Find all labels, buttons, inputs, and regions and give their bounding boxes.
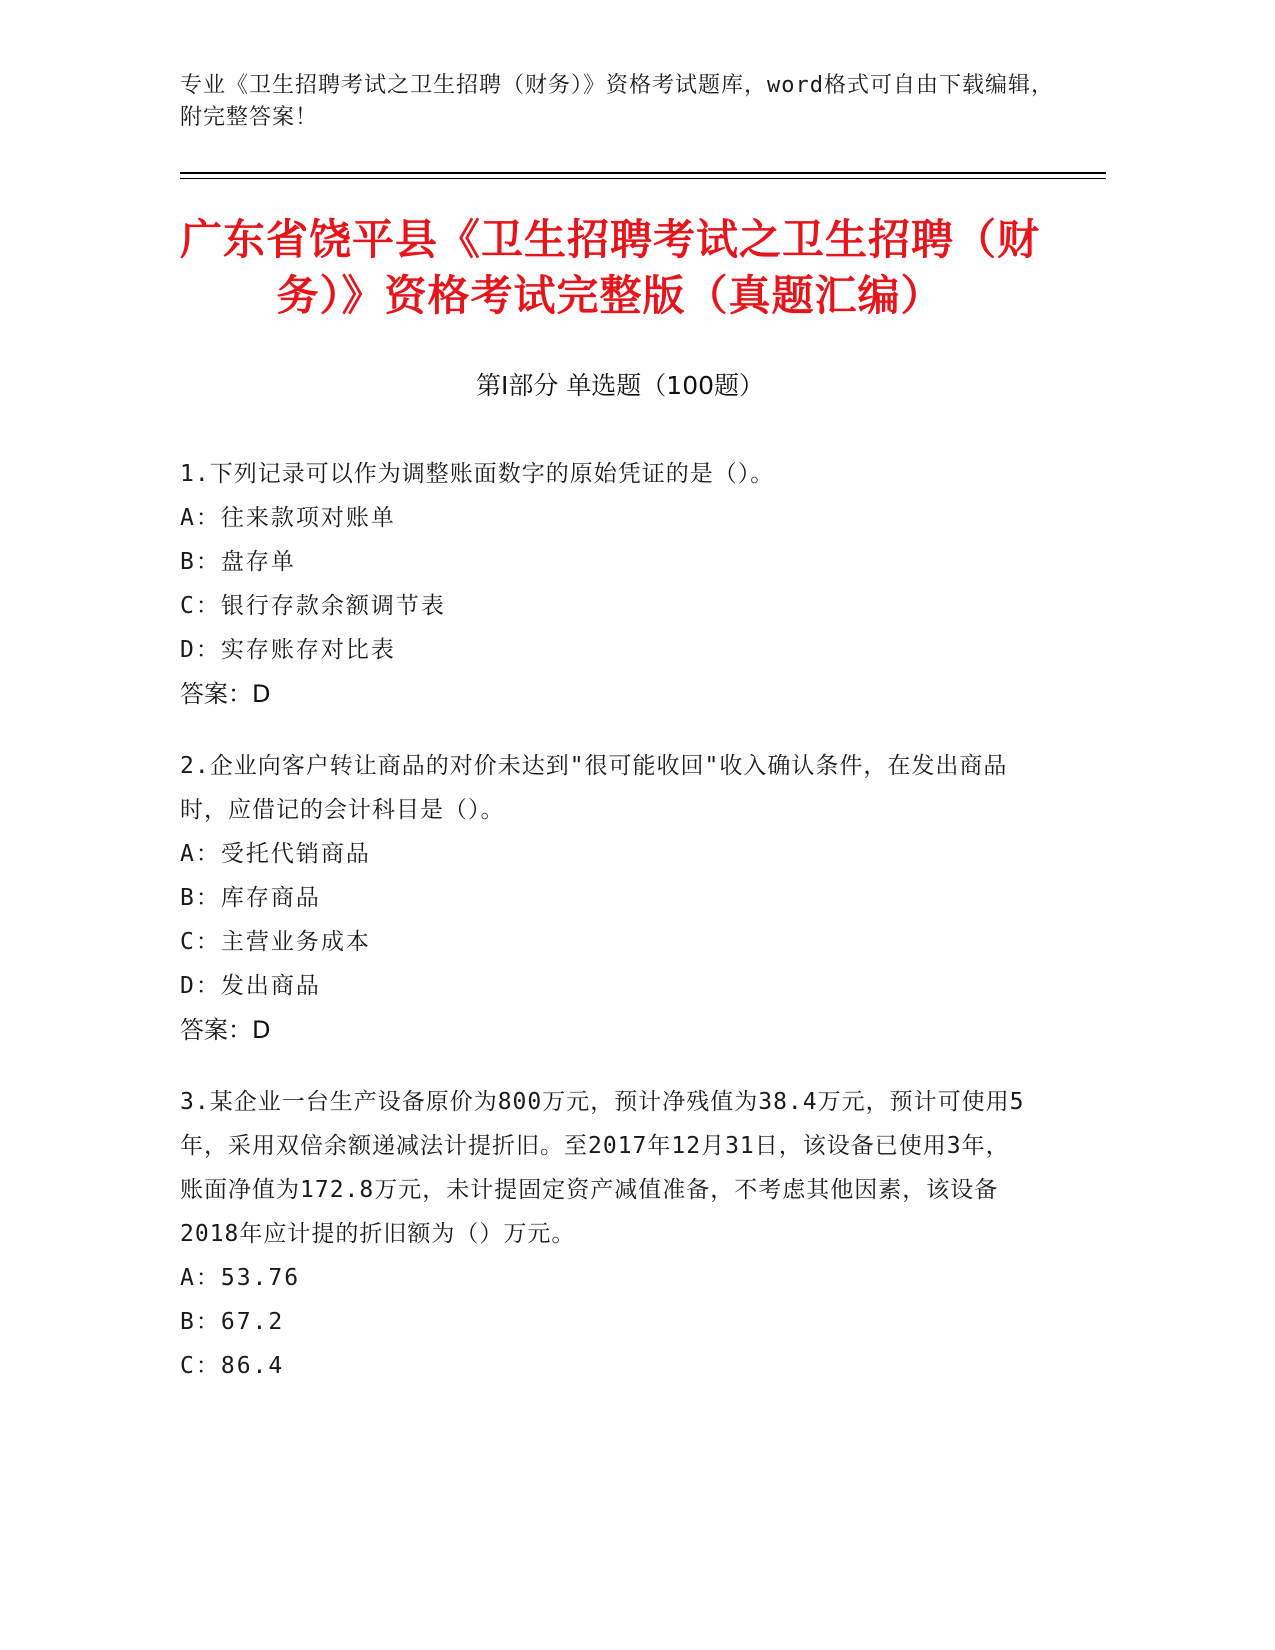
option-c: C：主营业务成本 xyxy=(180,929,371,955)
option-d: D：发出商品 xyxy=(180,973,321,999)
header-divider-thin xyxy=(180,178,1106,179)
question-item xyxy=(180,744,1030,1052)
question-stem: 1.下列记录可以作为调整账面数字的原始凭证的是（）。 xyxy=(180,461,775,487)
question-stem: 3.某企业一台生产设备原价为800万元，预计净残值为38.4万元，预计可使用5年，采用双倍余额递减法计提折旧。至2017年12月31日，该设备已使用3年，账面净值为172.8万元，未计提固定资产减值准备，不考虑其他因素，该设备2018年应计提的折旧额为（）万元。 xyxy=(180,1089,1025,1247)
answer-text: 答案：D xyxy=(180,680,271,708)
option-c: C：银行存款余额调节表 xyxy=(180,593,446,619)
question-item xyxy=(180,452,1030,716)
option-b: B：库存商品 xyxy=(180,885,321,911)
option-b: B：67.2 xyxy=(180,1309,285,1335)
option-a: A：往来款项对账单 xyxy=(180,505,396,531)
option-a: A：53.76 xyxy=(180,1265,301,1291)
answer-text: 答案：D xyxy=(180,1016,271,1044)
section-title: 第Ⅰ部分 单选题（100题） xyxy=(475,371,765,400)
option-b: B：盘存单 xyxy=(180,549,296,575)
option-c: C：86.4 xyxy=(180,1353,285,1379)
header-divider-thick xyxy=(180,172,1106,174)
document-title: 广东省饶平县《卫生招聘考试之卫生招聘（财务）》资格考试完整版（真题汇编） xyxy=(179,215,1040,320)
question-item xyxy=(180,1080,1030,1388)
header-note: 专业《卫生招聘考试之卫生招聘（财务）》资格考试题库，word格式可自由下载编辑，附完整答案！ xyxy=(180,73,1054,130)
question-list xyxy=(180,452,1030,1416)
option-a: A：受托代销商品 xyxy=(180,841,371,867)
question-stem: 2.企业向客户转让商品的对价未达到"很可能收回"收入确认条件，在发出商品时，应借记的会计科目是（）。 xyxy=(180,753,1008,823)
option-d: D：实存账存对比表 xyxy=(180,637,396,663)
